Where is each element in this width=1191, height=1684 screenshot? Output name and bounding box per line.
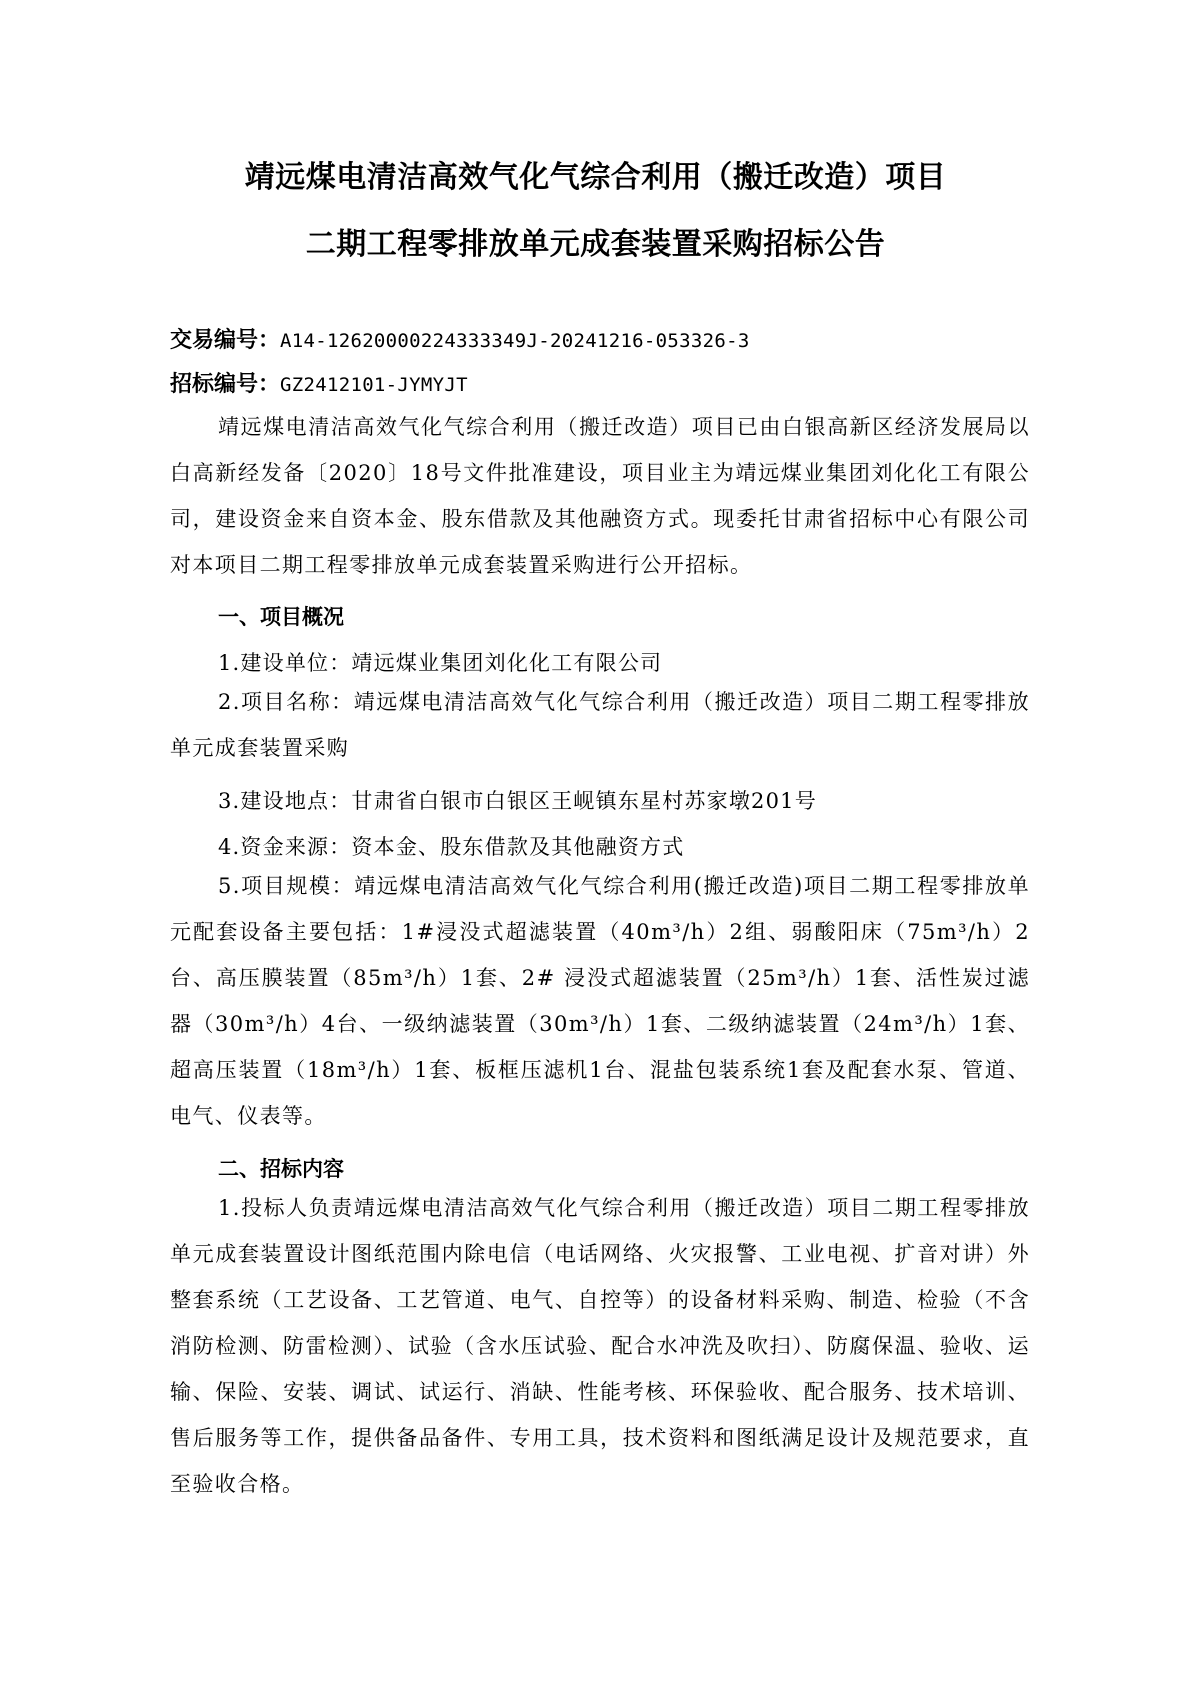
bid-number-label: 招标编号： — [170, 372, 281, 397]
overview-item-1: 1.建设单位：靖远煤业集团刘化化工有限公司 — [218, 651, 663, 675]
bid-number-value: GZ2412101-JYMYJT — [280, 374, 468, 396]
document-title-line-1: 靖远煤电清洁高效气化气综合利用（搬迁改造）项目 — [244, 160, 947, 195]
overview-item-4: 4.资金来源：资本金、股东借款及其他融资方式 — [218, 835, 685, 859]
overview-item-3: 3.建设地点：甘肃省白银市白银区王岘镇东星村苏家墩201号 — [218, 789, 817, 813]
trade-number-row — [170, 326, 750, 356]
bid-number-row — [170, 370, 468, 400]
document-title-line-2: 二期工程零排放单元成套装置采购招标公告 — [305, 227, 886, 262]
section-heading-bid-content: 二、招标内容 — [218, 1157, 344, 1181]
bid-content-item-1: 1.投标人负责靖远煤电清洁高效气化气综合利用（搬迁改造）项目二期工程零排放单元成套装置设计图纸范围内除电信（电话网络、火灾报警、工业电视、扩音对讲）外整套系统（工艺设备、工艺管道、电气、自控等）的设备材料采购、制造、检验（不含消防检测、防雷检测）、试验（含水压试验、配合水冲洗及吹扫）、防腐保温、验收、运输、保险、安装、调试、试运行、消缺、性能考核、环保验收、配合服务、技术培训、售后服务等工作，提供备品备件、专用工具，技术资料和图纸满足设计及规范要求，直至验收合格。 — [170, 1196, 1030, 1496]
trade-number-value: A14-12620000224333349J-20241216-053326-3 — [280, 330, 750, 352]
overview-item-2: 2.项目名称：靖远煤电清洁高效气化气综合利用（搬迁改造）项目二期工程零排放单元成套装置采购 — [170, 690, 1030, 760]
intro-paragraph: 靖远煤电清洁高效气化气综合利用（搬迁改造）项目已由白银高新区经济发展局以白高新经发备〔2020〕18号文件批准建设，项目业主为靖远煤业集团刘化化工有限公司，建设资金来自资本金、股东借款及其他融资方式。现委托甘肃省招标中心有限公司对本项目二期工程零排放单元成套装置采购进行公开招标。 — [170, 415, 1030, 577]
overview-item-5: 5.项目规模：靖远煤电清洁高效气化气综合利用(搬迁改造)项目二期工程零排放单元配套设备主要包括：1#浸没式超滤装置（40m³/h）2组、弱酸阳床（75m³/h）2台、高压膜装置（85m³/h）1套、2# 浸没式超滤装置（25m³/h）1套、活性炭过滤器（30m³/h）4台、一级纳滤装置（30m³/h）1套、二级纳滤装置（24m³/h）1套、超高压装置（18m³/h）1套、板框压滤机1台、混盐包装系统1套及配套水泵、管道、电气、仪表等。 — [170, 874, 1030, 1128]
section-heading-overview: 一、项目概况 — [218, 605, 344, 629]
trade-number-label: 交易编号： — [170, 328, 281, 353]
